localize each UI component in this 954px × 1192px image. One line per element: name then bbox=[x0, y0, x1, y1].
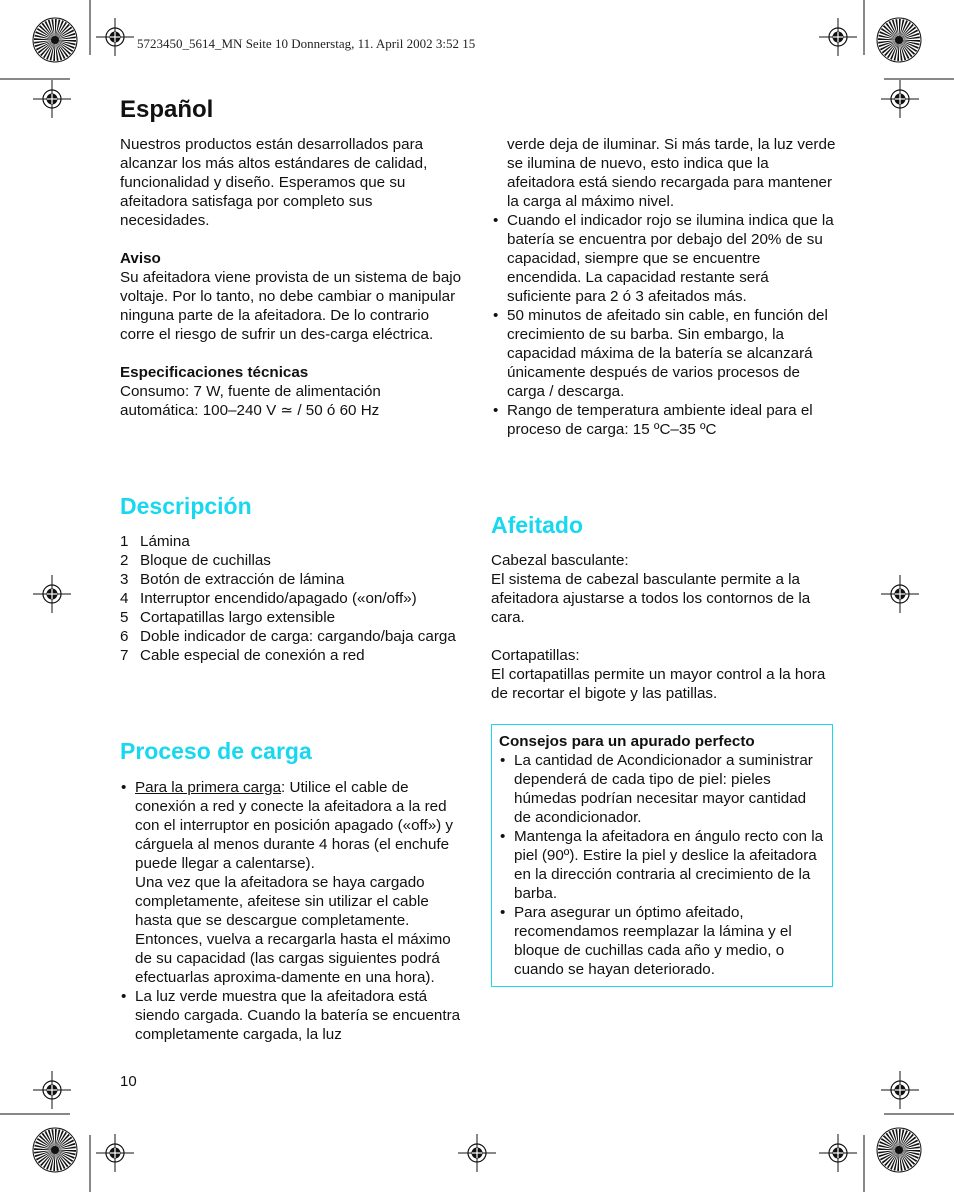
proceso-item-4-text: 50 minutos de afeitado sin cable, en función del crecimiento de su barba. Sin embargo, la capacidad máxima de la batería se alcanzará únicamente después de varios procesos de carga / descarga. bbox=[507, 307, 828, 400]
specs-line-2: automática: 100–240 V ≃ / 50 ó 60 Hz bbox=[120, 402, 380, 419]
proceso-item-3-text: Cuando el indicador rojo se ilumina indica que la batería se encuentra por debajo del 20% de su capacidad, siempre que se encuentre encendida. La capacidad restante será suficiente para 2 ó 3 afeitados más. bbox=[507, 212, 834, 305]
registration-mark-icon bbox=[881, 80, 919, 118]
descripcion-item bbox=[120, 589, 465, 608]
proceso-item-1-cont: Una vez que la afeitadora se haya cargado completamente, afeitese sin utilizar el cable hasta que se descargue completamente. Entonces, vuelva a recargarla hasta el máximo de su capacidad (las cargas siguientes podrá efectuarlas aproxima-damente en una hora). bbox=[135, 874, 451, 986]
registration-mark-icon bbox=[819, 1134, 857, 1172]
specs-line-1: Consumo: 7 W, fuente de alimentación bbox=[120, 383, 381, 400]
cortapatillas-text: El cortapatillas permite un mayor control a la hora de recortar el bigote y las patillas. bbox=[491, 666, 826, 702]
descripcion-item-number: 1 bbox=[120, 533, 129, 550]
registration-mark-icon bbox=[881, 575, 919, 613]
registration-mark-icon bbox=[458, 1134, 496, 1172]
tip-item: • La cantidad de Acondicionador a suministrar dependerá de cada tipo de piel: pieles húmedas podrían necesitar mayor cantidad de acondicionador. bbox=[499, 751, 824, 827]
afeitado-body bbox=[491, 551, 836, 703]
cabezal-label: Cabezal basculante: bbox=[491, 552, 629, 569]
star-target-icon bbox=[33, 1128, 77, 1172]
descripcion-item bbox=[120, 551, 465, 570]
registration-mark-icon bbox=[33, 80, 71, 118]
page-number: 10 bbox=[120, 1073, 137, 1090]
tips-list bbox=[499, 751, 824, 979]
registration-mark-icon bbox=[96, 1134, 134, 1172]
proceso-item-1-text: : Utilice el cable de conexión a red y conecte la afeitadora a la red con el interruptor en posición apagado («off») y cárguela al menos durante 4 horas (el enchufe puede llegar a calentarse). bbox=[135, 779, 454, 872]
descripcion-item-number: 6 bbox=[120, 628, 129, 645]
descripcion-item-text: Bloque de cuchillas bbox=[140, 552, 271, 569]
proceso-item-2-cont: verde deja de iluminar. Si más tarde, la luz verde se ilumina de nuevo, esto indica que la afeitadora está siendo recargada para mantener la carga al máximo nivel. bbox=[507, 136, 836, 210]
descripcion-item-text: Cortapatillas largo extensible bbox=[140, 609, 336, 626]
proceso-right bbox=[492, 135, 837, 439]
print-slug: 5723450_5614_MN Seite 10 Donnerstag, 11. April 2002 3:52 15 bbox=[137, 36, 476, 51]
descripcion-item-text: Cable especial de conexión a red bbox=[140, 647, 365, 664]
descripcion-item-text: Doble indicador de carga: cargando/baja carga bbox=[140, 628, 456, 645]
descripcion-item-number: 3 bbox=[120, 571, 129, 588]
descripcion-item-text: Interruptor encendido/apagado («on/off») bbox=[140, 590, 417, 607]
descripcion-item bbox=[120, 532, 465, 551]
proceso-item-2-text: La luz verde muestra que la afeitadora está siendo cargada. Cuando la batería se encuentra completamente cargada, la luz bbox=[135, 988, 461, 1043]
proceso-title: Proceso de carga bbox=[120, 738, 312, 764]
aviso-text: Su afeitadora viene provista de un sistema de bajo voltaje. Por lo tanto, no debe cambiar o manipular ninguna parte de la afeitadora. De lo contrario corre el riesgo de sufrir un des-carga eléctrica. bbox=[120, 269, 462, 343]
descripcion-list-wrap bbox=[120, 532, 465, 665]
descripcion-item-number: 4 bbox=[120, 590, 129, 607]
language-title: Español bbox=[120, 96, 214, 123]
afeitado-title: Afeitado bbox=[491, 512, 583, 538]
descripcion-item bbox=[120, 570, 465, 589]
intro-text: Nuestros productos están desarrollados para alcanzar los más altos estándares de calidad, funcionalidad y diseño. Esperamos que su afeitadora satisfaga por completo sus necesidades. bbox=[120, 136, 428, 229]
tip-item: • Mantenga la afeitadora en ángulo recto con la piel (90º). Estire la piel y deslice la afeitadora en la dirección contraria al crecimiento de la barba. bbox=[499, 827, 824, 903]
specs-title: Especificaciones técnicas bbox=[120, 364, 309, 381]
tip-item: • Para asegurar un óptimo afeitado, recomendamos reemplazar la lámina y el bloque de cuchillas cada año y medio, o cuando se hayan deteriorado. bbox=[499, 903, 824, 979]
descripcion-list bbox=[120, 532, 465, 665]
first-charge-label: Para la primera carga bbox=[135, 779, 282, 796]
descripcion-item-text: Botón de extracción de lámina bbox=[140, 571, 345, 588]
tips-title: Consejos para un apurado perfecto bbox=[499, 733, 755, 750]
star-target-icon bbox=[877, 18, 921, 62]
proceso-item-4 bbox=[492, 306, 837, 401]
descripcion-title: Descripción bbox=[120, 493, 252, 519]
proceso-item-1 bbox=[120, 778, 465, 987]
proceso-item-5-text: Rango de temperatura ambiente ideal para el proceso de carga: 15 ºC–35 ºC bbox=[507, 402, 813, 438]
registration-mark-icon bbox=[96, 18, 134, 56]
proceso-item-2 bbox=[120, 987, 465, 1044]
registration-mark-icon bbox=[33, 1071, 71, 1109]
descripcion-item-number: 7 bbox=[120, 647, 129, 664]
proceso-item-3 bbox=[492, 211, 837, 306]
cortapatillas-label: Cortapatillas: bbox=[491, 647, 580, 664]
left-column-upper bbox=[120, 135, 465, 420]
descripcion-item-number: 2 bbox=[120, 552, 129, 569]
descripcion-item bbox=[120, 646, 465, 665]
registration-mark-icon bbox=[881, 1071, 919, 1109]
descripcion-item bbox=[120, 627, 465, 646]
proceso-item-5 bbox=[492, 401, 837, 439]
star-target-icon bbox=[33, 18, 77, 62]
descripcion-item bbox=[120, 608, 465, 627]
cabezal-text: El sistema de cabezal basculante permite a la afeitadora ajustarse a todos los contornos de la cara. bbox=[491, 571, 811, 626]
proceso-left bbox=[120, 778, 465, 1044]
registration-mark-icon bbox=[33, 575, 71, 613]
tips-box bbox=[491, 724, 833, 987]
descripcion-item-text: Lámina bbox=[140, 533, 190, 550]
descripcion-item-number: 5 bbox=[120, 609, 129, 626]
registration-mark-icon bbox=[819, 18, 857, 56]
star-target-icon bbox=[877, 1128, 921, 1172]
aviso-title: Aviso bbox=[120, 250, 161, 267]
